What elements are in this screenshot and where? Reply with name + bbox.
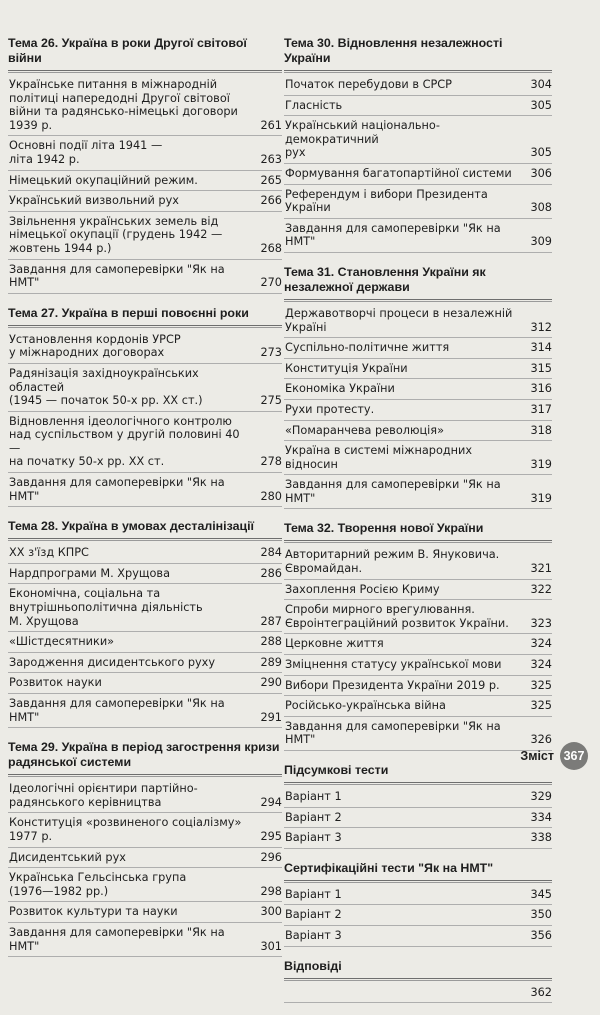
entry-title: Українське питання в міжнародній політиці напередодні Другої світової війни та радянсько-німецькі договори 1939 р.: [9, 78, 238, 132]
toc-entry[interactable]: [284, 905, 552, 926]
toc-entry[interactable]: [284, 580, 552, 601]
entry-title: «Помаранчева революція»: [285, 423, 444, 437]
entry-page-number: 261: [260, 118, 282, 132]
toc-section: [284, 521, 552, 751]
entry-title: Український національно-демократичний рух: [285, 119, 440, 160]
entry-title: «Шістдесятники»: [9, 635, 115, 649]
entry-title: Звільнення українських земель від німецької окупації (грудень 1942 — жовтень 1944 р.): [9, 214, 223, 255]
toc-entry[interactable]: [284, 676, 552, 697]
entry-title: XX з'їзд КПРС: [9, 546, 89, 560]
entry-page-number: 304: [530, 78, 552, 91]
entry-page-number: 317: [530, 402, 552, 416]
entry-title: Основні події літа 1941 — літа 1942 р.: [9, 139, 163, 166]
toc-entry[interactable]: [8, 813, 282, 847]
entry-page-number: 265: [260, 173, 282, 187]
entry-title: Вибори Президента України 2019 р.: [285, 678, 500, 692]
entry-page-number: 298: [260, 884, 282, 898]
toc-section: [284, 959, 552, 1004]
toc-entry[interactable]: [8, 212, 282, 260]
entry-title: Формування багатопартійної системи: [285, 166, 512, 180]
entry-page-number: 321: [530, 562, 552, 576]
entry-page-number: 319: [530, 457, 552, 471]
entry-page-number: 314: [530, 341, 552, 355]
toc-entry[interactable]: [8, 330, 282, 364]
entry-title: Україна в системі міжнародних відносин: [285, 444, 473, 471]
toc-entry[interactable]: [8, 694, 282, 728]
section-title: Тема 30. Відновлення незалежності України: [284, 36, 552, 71]
entry-page-number: 319: [530, 491, 552, 505]
section-title: Сертифікаційні тести "Як на НМТ": [284, 861, 552, 881]
entry-title: Український визвольний рух: [9, 194, 179, 208]
toc-entry[interactable]: [8, 260, 282, 294]
entry-page-number: 301: [260, 939, 282, 953]
toc-entry[interactable]: [284, 696, 552, 717]
toc-section: [284, 861, 552, 947]
left-column: [8, 36, 282, 969]
toc-entry[interactable]: [284, 400, 552, 421]
entry-page-number: 290: [260, 676, 282, 690]
toc-entry[interactable]: [284, 634, 552, 655]
toc-entry[interactable]: [8, 564, 282, 585]
entry-title: Варіант 2: [285, 810, 342, 824]
entry-page-number: 350: [530, 908, 552, 922]
entry-title: Ідеологічні орієнтири партійно- радянського керівництва: [9, 782, 198, 809]
entry-page-number: 268: [260, 241, 282, 255]
entry-page-number: 345: [530, 887, 552, 901]
toc-section: [284, 36, 552, 253]
toc-entry[interactable]: [8, 412, 282, 473]
entry-page-number: 308: [530, 201, 552, 215]
entry-page-number: 289: [260, 655, 282, 669]
entry-page-number: 275: [260, 394, 282, 408]
entry-page-number: 338: [530, 831, 552, 845]
toc-entry[interactable]: [8, 923, 282, 957]
section-title: Тема 29. Україна в період загострення кризи радянської системи: [8, 740, 282, 775]
entry-title: Варіант 1: [285, 790, 342, 803]
entry-page-number: 270: [260, 276, 282, 290]
section-title: Тема 31. Становлення України як незалежної держави: [284, 265, 552, 300]
toc-entry[interactable]: [284, 304, 552, 338]
toc-section: [8, 519, 282, 728]
entry-page-number: 287: [260, 614, 282, 628]
entry-title: Початок перебудови в СРСР: [285, 78, 452, 91]
toc-entry[interactable]: [8, 75, 282, 136]
toc-entry[interactable]: [284, 600, 552, 634]
entry-page-number: 286: [260, 566, 282, 580]
entry-title: Завдання для самоперевірки "Як на НМТ": [9, 697, 225, 724]
entry-page-number: 266: [260, 194, 282, 208]
entry-title: Рухи протесту.: [285, 402, 375, 416]
entry-title: Завдання для самоперевірки "Як на НМТ": [285, 221, 501, 249]
entry-title: Установлення кордонів УРСР у міжнародних договорах: [9, 332, 181, 360]
entry-page-number: 305: [530, 146, 552, 160]
entry-title: Державотворчі процеси в незалежній Україні: [285, 306, 513, 334]
toc-entry[interactable]: [8, 543, 282, 564]
toc-section: [284, 265, 552, 510]
toc-entry[interactable]: [8, 171, 282, 192]
entry-page-number: 316: [530, 382, 552, 396]
toc-entry[interactable]: [8, 848, 282, 869]
entry-title: Варіант 3: [285, 831, 342, 845]
entry-title: Нардпрограми М. Хрущова: [9, 566, 171, 580]
toc-entry[interactable]: [284, 475, 552, 509]
entry-title: Авторитарний режим В. Януковича. Євромайдан.: [285, 548, 500, 576]
entry-title: Церковне життя: [285, 637, 384, 651]
entry-title: Економічна, соціальна та внутрішньополітична діяльність М. Хрущова: [9, 587, 203, 628]
right-column: [284, 36, 552, 1015]
toc-entry[interactable]: [8, 653, 282, 674]
entry-title: Завдання для самоперевірки "Як на НМТ": [9, 476, 225, 503]
toc-entry[interactable]: [284, 96, 552, 117]
entry-page-number: 322: [530, 582, 552, 596]
entry-title: Економіка України: [285, 382, 395, 396]
entry-page-number: 300: [260, 905, 282, 919]
entry-page-number: 326: [530, 733, 552, 747]
entry-page-number: 291: [260, 710, 282, 724]
toc-section: [8, 306, 282, 508]
toc-entry[interactable]: [284, 219, 552, 253]
toc-entry[interactable]: [284, 545, 552, 579]
footer-label: Зміст: [520, 749, 554, 763]
entry-page-number: 288: [260, 635, 282, 649]
entry-title: Відновлення ідеологічного контролю над суспільством у другій половині 40 — на початку 50-х рр. XX ст.: [9, 414, 240, 469]
toc-entry[interactable]: [284, 717, 552, 751]
entry-page-number: 318: [530, 423, 552, 437]
page-number-badge: 367: [560, 742, 588, 770]
entry-title: Референдум і вибори Президента України: [285, 187, 488, 215]
entry-title: Радянізація західноукраїнських областей (1945 — початок 50-х рр. XX ст.): [9, 366, 203, 408]
entry-title: Конституція України: [285, 361, 408, 375]
toc-entry[interactable]: [8, 191, 282, 212]
toc-entry[interactable]: [8, 473, 282, 507]
toc-section: [284, 763, 552, 849]
entry-page-number: 356: [530, 928, 552, 942]
entry-page-number: 309: [530, 235, 552, 249]
entry-page-number: 294: [260, 795, 282, 809]
entry-page-number: 263: [260, 152, 282, 166]
toc-entry[interactable]: [284, 808, 552, 829]
entry-page-number: 323: [530, 616, 552, 630]
toc-entry[interactable]: [284, 828, 552, 849]
section-title: Тема 32. Творення нової України: [284, 521, 552, 541]
entry-title: Варіант 1: [285, 887, 342, 901]
entry-page-number: 315: [530, 361, 552, 375]
entry-title: Завдання для самоперевірки "Як на НМТ": [285, 719, 501, 747]
entry-page-number: 325: [530, 699, 552, 713]
entry-page-number: 306: [530, 166, 552, 180]
entry-page-number: 296: [260, 850, 282, 864]
entry-title: Гласність: [285, 98, 343, 112]
entry-page-number: 334: [530, 810, 552, 824]
toc-entry[interactable]: [284, 379, 552, 400]
entry-page-number: 362: [530, 985, 552, 999]
toc-entry[interactable]: [8, 584, 282, 632]
entry-title: Розвиток науки: [9, 676, 102, 690]
entry-title: Варіант 3: [285, 928, 342, 942]
toc-entry[interactable]: [284, 787, 552, 808]
toc-entry[interactable]: [284, 441, 552, 475]
entry-title: Завдання для самоперевірки "Як на НМТ": [285, 478, 501, 505]
entry-page-number: 284: [260, 546, 282, 560]
toc-entry[interactable]: [284, 885, 552, 906]
toc-entry[interactable]: [284, 655, 552, 676]
toc-entry[interactable]: [284, 164, 552, 185]
toc-entry[interactable]: [8, 673, 282, 694]
toc-entry[interactable]: [284, 983, 552, 1004]
entry-title: Суспільно-політичне життя: [285, 341, 450, 355]
section-title: Тема 26. Україна в роки Другої світової війни: [8, 36, 282, 71]
toc-entry[interactable]: [8, 779, 282, 813]
entry-title: Завдання для самоперевірки "Як на НМТ": [9, 262, 225, 290]
section-title: Тема 27. Україна в перші повоєнні роки: [8, 306, 282, 326]
entry-page-number: 295: [260, 829, 282, 843]
toc-entry[interactable]: [8, 902, 282, 923]
section-title: Відповіді: [284, 959, 552, 979]
entry-title: Зміцнення статусу української мови: [285, 658, 502, 672]
entry-title: Розвиток культури та науки: [9, 905, 178, 919]
toc-entry[interactable]: [8, 364, 282, 412]
entry-title: Завдання для самоперевірки "Як на НМТ": [9, 925, 225, 953]
entry-page-number: 324: [530, 658, 552, 672]
entry-title: Німецький окупаційний режим.: [9, 173, 198, 187]
entry-page-number: 273: [260, 346, 282, 360]
entry-title: Конституція «розвиненого соціалізму» 1977 р.: [9, 816, 242, 843]
entry-page-number: 312: [530, 320, 552, 334]
entry-page-number: 278: [260, 455, 282, 469]
entry-title: Російсько-українська війна: [285, 699, 446, 713]
toc-entry[interactable]: [8, 632, 282, 653]
entry-page-number: 325: [530, 678, 552, 692]
toc-entry[interactable]: [284, 116, 552, 164]
entry-page-number: 329: [530, 790, 552, 803]
entry-title: Дисидентський рух: [9, 850, 126, 864]
toc-entry[interactable]: [8, 136, 282, 170]
entry-title: Спроби мирного врегулювання. Євроінтеграційний розвиток України.: [285, 603, 509, 630]
entry-title: Варіант 2: [285, 908, 342, 922]
section-title: Підсумкові тести: [284, 763, 552, 783]
toc-entry[interactable]: [284, 185, 552, 219]
toc-entry[interactable]: [284, 75, 552, 96]
toc-entry[interactable]: [8, 868, 282, 902]
entry-title: Захоплення Росією Криму: [285, 582, 440, 596]
entry-page-number: 280: [260, 489, 282, 503]
entry-title: Українська Гельсінська група (1976—1982 рр.): [9, 871, 187, 898]
page-footer: [520, 742, 588, 770]
toc-entry[interactable]: [284, 421, 552, 442]
entry-page-number: 305: [530, 98, 552, 112]
toc-section: [8, 36, 282, 294]
section-title: Тема 28. Україна в умовах десталінізації: [8, 519, 282, 539]
entry-title: Зародження дисидентського руху: [9, 655, 216, 669]
toc-entry[interactable]: [284, 926, 552, 947]
entry-page-number: 324: [530, 637, 552, 651]
toc-entry[interactable]: [284, 359, 552, 380]
toc-entry[interactable]: [284, 338, 552, 359]
